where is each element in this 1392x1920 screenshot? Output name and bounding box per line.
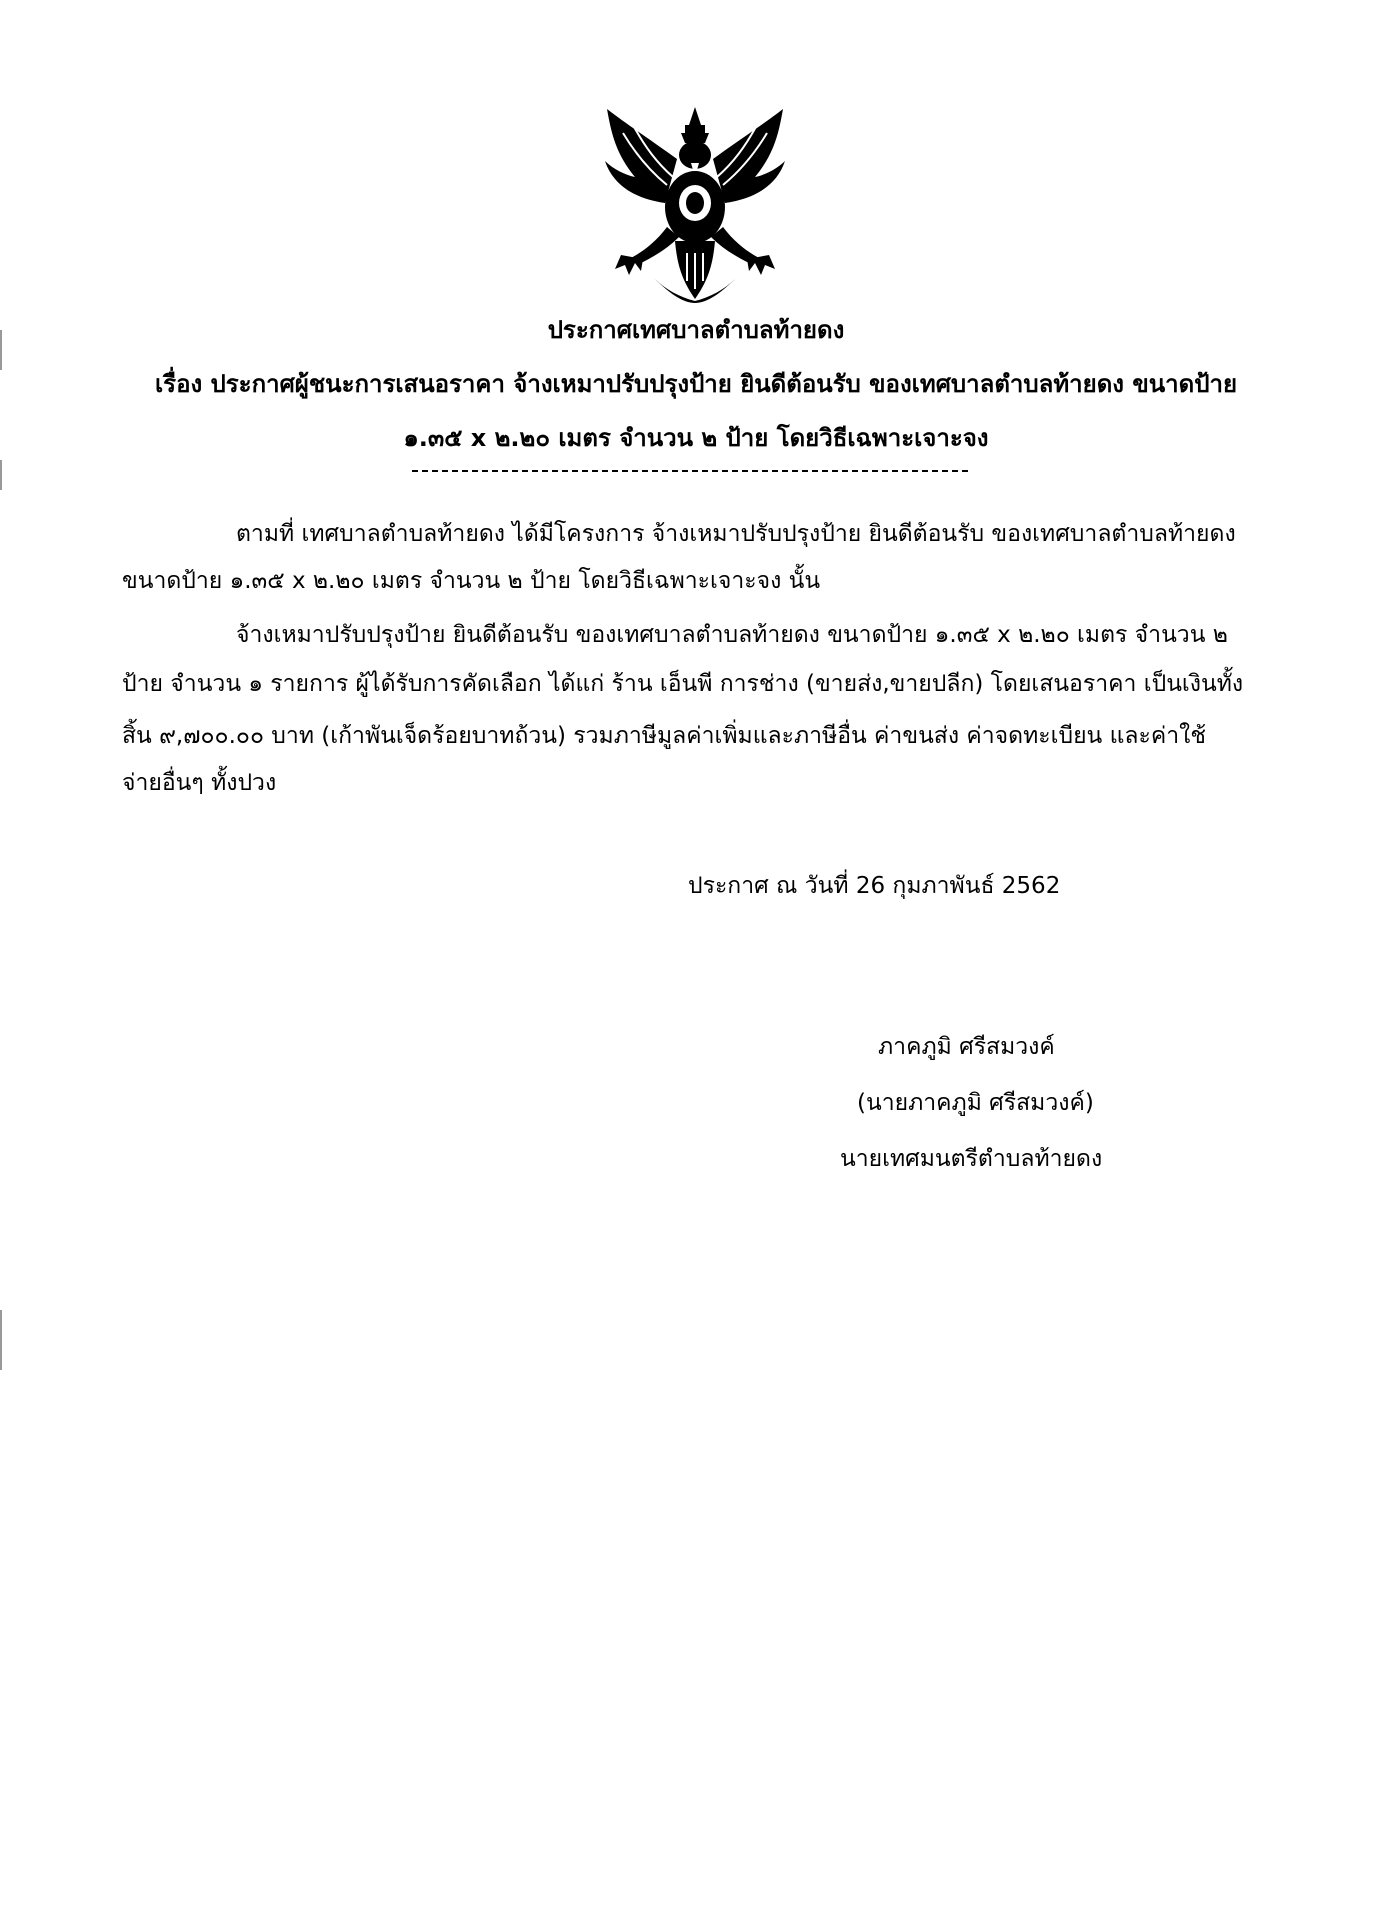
- paragraph-2-line-3: สิ้น ๙,๗๐๐.๐๐ บาท (เก้าพันเจ็ดร้อยบาทถ้วน) รวมภาษีมูลค่าเพิ่มและภาษีอื่น ค่าขนส่ง ค่าจดทะเบียน และค่าใช้: [122, 723, 1206, 749]
- subject-line-1: เรื่อง ประกาศผู้ชนะการเสนอราคา จ้างเหมาปรับปรุงป้าย ยินดีต้อนรับ ของเทศบาลตำบลท้ายดง ขนาดป้าย: [154, 370, 1238, 398]
- agency-title: ประกาศเทศบาลตำบลท้ายดง: [547, 316, 845, 344]
- scan-edge-mark: [0, 330, 2, 370]
- scan-edge-mark: [0, 1310, 2, 1370]
- scan-edge-mark: [0, 460, 2, 490]
- dashed-divider: [412, 470, 968, 472]
- paragraph-2-line-2: ป้าย จำนวน ๑ รายการ ผู้ได้รับการคัดเลือก ได้แก่ ร้าน เอ็นพี การช่าง (ขายส่ง,ขายปลีก) โดยเสนอราคา เป็นเงินทั้ง: [122, 671, 1244, 697]
- garuda-emblem-icon: [595, 103, 795, 305]
- signer-position: นายเทศมนตรีตำบลท้ายดง: [840, 1146, 1103, 1172]
- paragraph-2-line-4: จ่ายอื่นๆ ทั้งปวง: [122, 770, 277, 796]
- signed-name: ภาคภูมิ ศรีสมวงค์: [878, 1034, 1055, 1060]
- paragraph-1-line-2: ขนาดป้าย ๑.๓๕ x ๒.๒๐ เมตร จำนวน ๒ ป้าย โดยวิธีเฉพาะเจาะจง นั้น: [122, 568, 821, 594]
- announcement-date: ประกาศ ณ วันที่ 26 กุมภาพันธ์ 2562: [688, 873, 1061, 899]
- paragraph-1-line-1: ตามที่ เทศบาลตำบลท้ายดง ได้มีโครงการ จ้างเหมาปรับปรุงป้าย ยินดีต้อนรับ ของเทศบาลตำบลท้ายดง: [236, 521, 1236, 547]
- subject-line-2: ๑.๓๕ x ๒.๒๐ เมตร จำนวน ๒ ป้าย โดยวิธีเฉพาะเจาะจง: [403, 424, 989, 452]
- paragraph-2-line-1: จ้างเหมาปรับปรุงป้าย ยินดีต้อนรับ ของเทศบาลตำบลท้ายดง ขนาดป้าย ๑.๓๕ x ๒.๒๐ เมตร จำนวน ๒: [236, 622, 1228, 648]
- printed-name: (นายภาคภูมิ ศรีสมวงค์): [857, 1090, 1094, 1116]
